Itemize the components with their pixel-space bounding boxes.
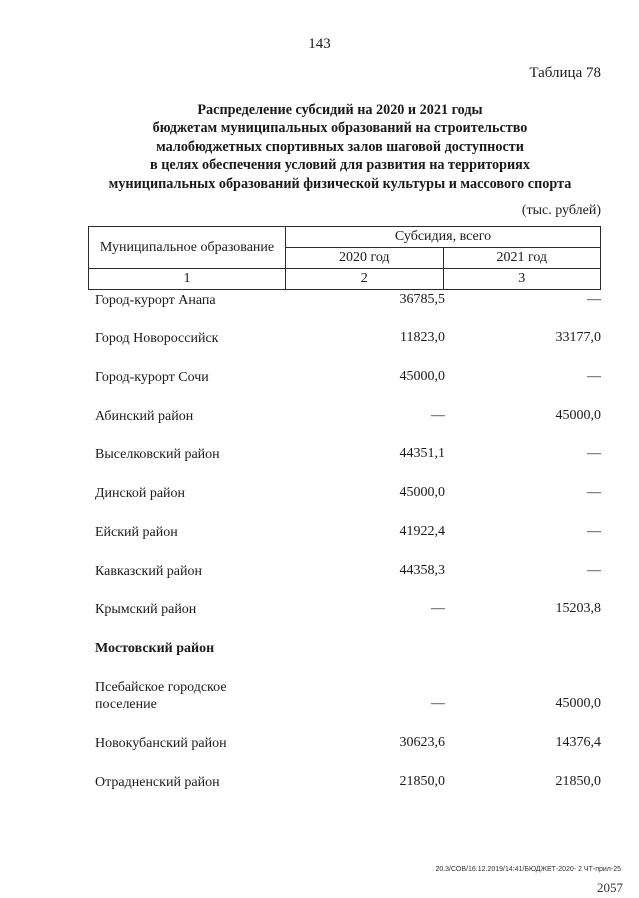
value-2021: —	[587, 292, 601, 307]
value-2021: 21850,0	[555, 774, 601, 789]
municipality-name: Ейский район	[95, 525, 178, 540]
value-2021: 15203,8	[555, 601, 601, 616]
value-2021: —	[587, 369, 601, 384]
value-2020: 45000,0	[399, 369, 445, 384]
document-title	[40, 101, 639, 193]
municipality-name-line: поселение	[95, 697, 157, 712]
value-2021: 33177,0	[555, 330, 601, 345]
value-2020: 44358,3	[399, 563, 445, 578]
table-label: Таблица 78	[529, 65, 601, 81]
value-2020: 30623,6	[399, 735, 445, 750]
header-year-2021: 2021 год	[443, 248, 601, 269]
header-subsidy-total: Субсидия, всего	[286, 227, 601, 248]
units-label: (тыс. рублей)	[521, 203, 601, 218]
value-2020: 45000,0	[399, 485, 445, 500]
municipality-name: Крымский район	[95, 602, 197, 617]
value-2020: 21850,0	[399, 774, 445, 789]
municipality-name: Город-курорт Анапа	[95, 293, 216, 308]
value-2020: 44351,1	[399, 446, 445, 461]
page-stamp-number: 2057	[597, 880, 623, 895]
title-line: муниципальных образований физической культуры и массового спорта	[108, 175, 572, 192]
value-2020: 11823,0	[400, 330, 445, 345]
value-2021: —	[587, 485, 601, 500]
title-line: Распределение субсидий на 2020 и 2021 годы	[197, 102, 483, 118]
value-2020: 36785,5	[399, 292, 445, 307]
municipality-name: Город Новороссийск	[95, 331, 219, 346]
value-2021: 14376,4	[555, 735, 601, 750]
table-header	[88, 226, 601, 290]
header-col-number-3: 3	[443, 269, 601, 290]
municipality-name: Кавказский район	[95, 564, 203, 579]
municipality-name-line: Псебайское городское	[95, 680, 227, 695]
value-2021: —	[587, 563, 601, 578]
header-col-number-2: 2	[286, 269, 444, 290]
page-number: 143	[308, 36, 331, 52]
value-2021: —	[587, 446, 601, 461]
footer-document-code: 20.3/СОВ/16.12.2019/14:41/БЮДЖЕТ-2020- 2 ЧТ-прил-25	[435, 866, 621, 873]
title-line: в целях обеспечения условий для развития на территориях	[150, 157, 530, 174]
value-2020: —	[431, 408, 445, 423]
value-2020: 41922,4	[399, 524, 445, 539]
header-year-2020: 2020 год	[286, 248, 444, 269]
value-2020: —	[431, 696, 445, 711]
value-2020: —	[431, 601, 445, 616]
value-2021: —	[587, 524, 601, 539]
municipality-name: Город-курорт Сочи	[95, 370, 209, 385]
municipality-name: Новокубанский район	[95, 736, 227, 751]
municipality-name: Мостовский район	[95, 641, 215, 656]
value-2021: 45000,0	[555, 408, 601, 423]
title-line: малобюджетных спортивных залов шаговой доступности	[156, 138, 524, 155]
value-2021: 45000,0	[555, 696, 601, 711]
municipality-name: Выселковский район	[95, 447, 220, 462]
municipality-name: Динской район	[95, 486, 186, 501]
municipality-name: Отрадненский район	[95, 775, 220, 790]
title-line: бюджетам муниципальных образований на строительство	[152, 120, 528, 137]
header-col-number-1: 1	[89, 269, 286, 290]
header-municipality: Муниципальное образование	[89, 227, 286, 269]
municipality-name: Абинский район	[95, 409, 194, 424]
municipality-name	[95, 679, 305, 713]
